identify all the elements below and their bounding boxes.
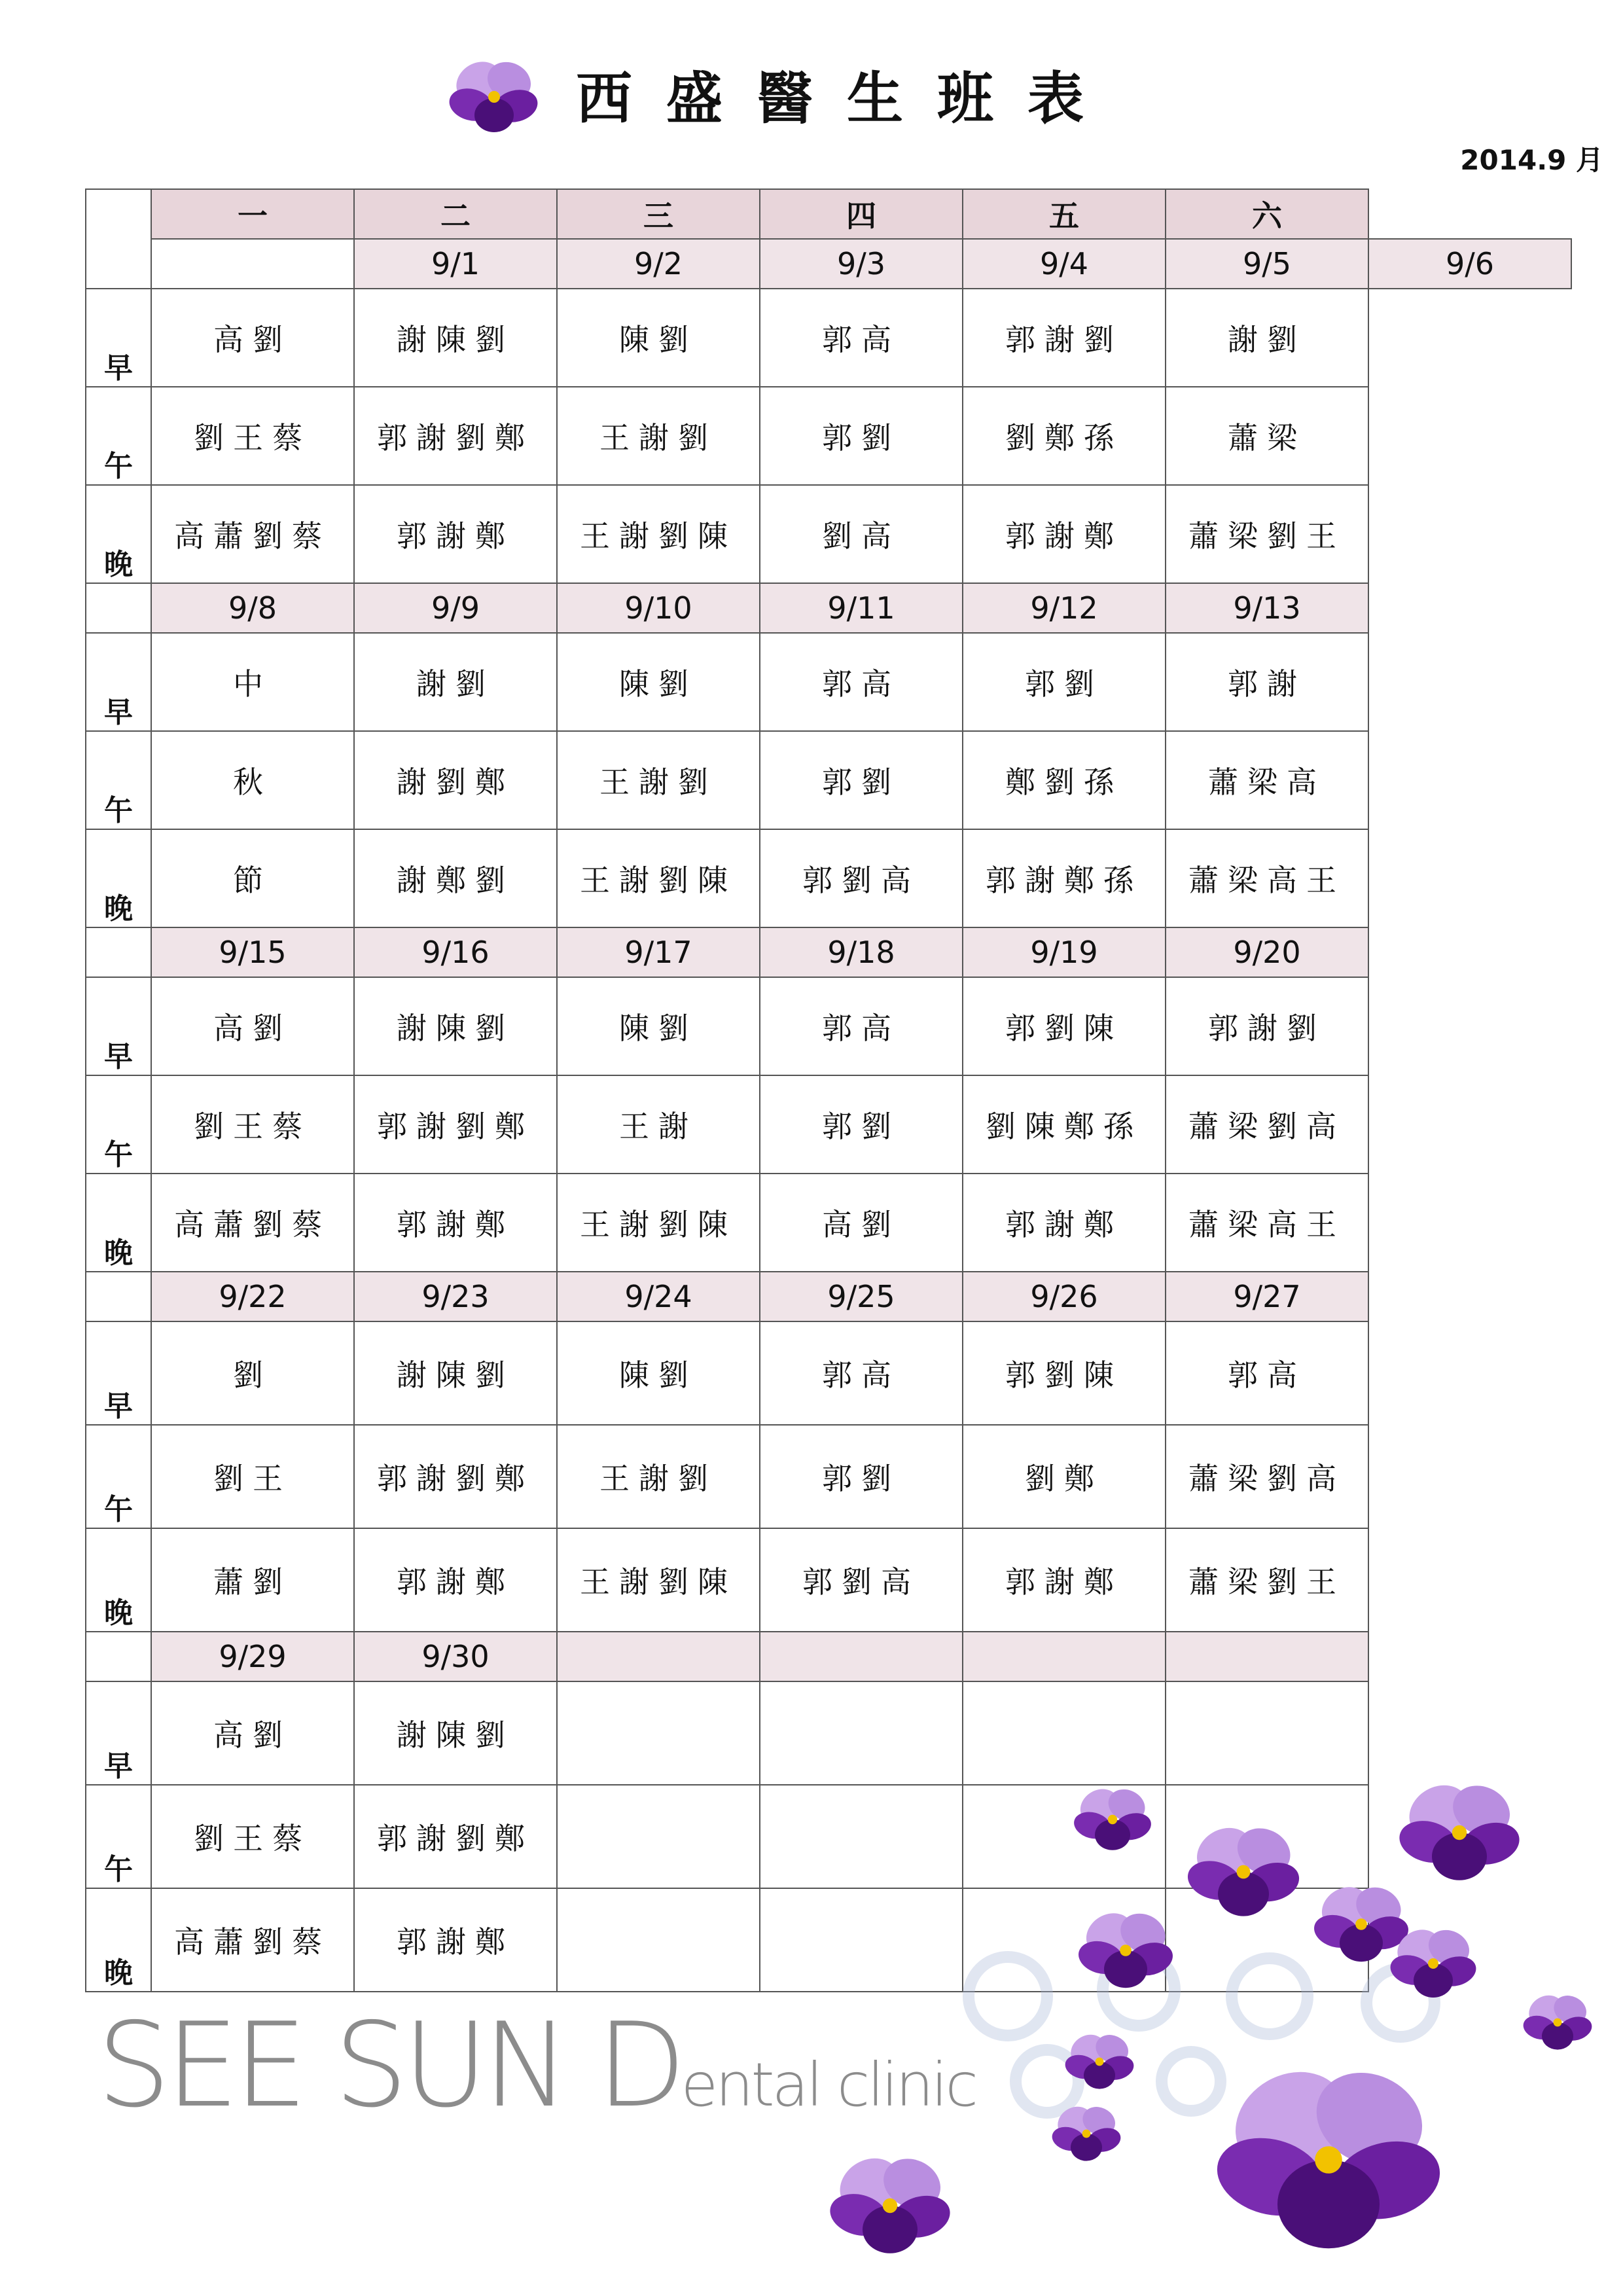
doctor-cell: 蕭梁劉高: [1166, 1075, 1368, 1174]
doctor-cell: [1166, 1785, 1368, 1888]
doctor-cell: [963, 1785, 1166, 1888]
date-cell: 9/20: [1166, 927, 1368, 977]
weekday-header: 三: [557, 189, 760, 239]
pansy-flower-icon: [445, 51, 543, 136]
shift-row: [86, 289, 1571, 387]
doctor-cell: 高劉: [151, 289, 354, 387]
date-cell: 9/23: [354, 1272, 557, 1321]
doctor-cell: 郭高: [1166, 1321, 1368, 1425]
doctor-cell: [557, 1681, 760, 1785]
date-cell: 9/24: [557, 1272, 760, 1321]
shift-label: 早: [86, 1681, 151, 1785]
date-cell: 9/8: [151, 583, 354, 633]
date-cell: 9/22: [151, 1272, 354, 1321]
shift-row: [86, 387, 1571, 485]
date-row: [86, 583, 1571, 633]
doctor-cell: 郭劉: [760, 387, 963, 485]
doctor-cell: 劉王蔡: [151, 1785, 354, 1888]
doctor-cell: 王謝劉: [557, 1425, 760, 1528]
brand-rest: ental clinic: [681, 2050, 976, 2120]
doctor-cell: 王謝: [557, 1075, 760, 1174]
doctor-cell: 謝陳劉: [354, 289, 557, 387]
doctor-cell: 劉高: [760, 485, 963, 583]
doctor-cell: 謝劉: [354, 633, 557, 731]
date-row: [86, 1272, 1571, 1321]
date-row: [86, 1632, 1571, 1681]
doctor-cell: 謝劉: [1166, 289, 1368, 387]
shift-row: [86, 1681, 1571, 1785]
doctor-cell: 劉王: [151, 1425, 354, 1528]
shift-row: [86, 731, 1571, 829]
doctor-cell: 郭劉: [760, 1425, 963, 1528]
date-row: [86, 239, 1571, 289]
title-block: [445, 51, 1118, 136]
date-cell: 9/27: [1166, 1272, 1368, 1321]
shift-row: [86, 1075, 1571, 1174]
date-cell: 9/25: [760, 1272, 963, 1321]
doctor-cell: 鄭劉孫: [963, 731, 1166, 829]
shift-row: [86, 1785, 1571, 1888]
doctor-cell: 蕭劉: [151, 1528, 354, 1632]
doctor-cell: 王謝劉陳: [557, 829, 760, 927]
doctor-cell: 劉王蔡: [151, 1075, 354, 1174]
weekday-header: 二: [354, 189, 557, 239]
doctor-cell: 陳劉: [557, 1321, 760, 1425]
doctor-cell: 秋: [151, 731, 354, 829]
doctor-cell: [760, 1681, 963, 1785]
doctor-cell: [1166, 1888, 1368, 1992]
doctor-cell: 蕭梁高: [1166, 731, 1368, 829]
date-cell: 9/19: [963, 927, 1166, 977]
doctor-cell: 王謝劉: [557, 731, 760, 829]
shift-label: 晚: [86, 829, 151, 927]
doctor-cell: 王謝劉陳: [557, 485, 760, 583]
doctor-cell: 劉鄭: [963, 1425, 1166, 1528]
shift-label: 午: [86, 731, 151, 829]
doctor-cell: 郭高: [760, 289, 963, 387]
date-cell: 9/11: [760, 583, 963, 633]
shift-label: 晚: [86, 1174, 151, 1272]
doctor-cell: 郭高: [760, 1321, 963, 1425]
doctor-cell: 陳劉: [557, 977, 760, 1075]
date-cell: [557, 1632, 760, 1681]
doctor-cell: 郭劉: [760, 731, 963, 829]
date-cell: [1166, 1632, 1368, 1681]
doctor-cell: 郭謝鄭: [354, 485, 557, 583]
date-cell: 9/12: [963, 583, 1166, 633]
doctor-cell: 謝鄭劉: [354, 829, 557, 927]
date-cell: 9/6: [1368, 239, 1571, 289]
doctor-cell: 高劉: [151, 977, 354, 1075]
doctor-cell: 郭謝: [1166, 633, 1368, 731]
shift-row: [86, 485, 1571, 583]
doctor-cell: 郭謝劉鄭: [354, 1785, 557, 1888]
date-cell: [760, 1632, 963, 1681]
date-cell: 9/10: [557, 583, 760, 633]
shift-label: 晚: [86, 1528, 151, 1632]
date-row-blank: [86, 1272, 151, 1321]
doctor-cell: 王謝劉陳: [557, 1174, 760, 1272]
doctor-cell: [1166, 1681, 1368, 1785]
doctor-cell: 郭謝劉鄭: [354, 387, 557, 485]
date-cell: 9/18: [760, 927, 963, 977]
date-cell: 9/4: [963, 239, 1166, 289]
weekday-header: 六: [1166, 189, 1368, 239]
doctor-cell: 陳劉: [557, 289, 760, 387]
doctor-cell: 郭劉高: [760, 829, 963, 927]
shift-label: 早: [86, 289, 151, 387]
doctor-cell: 郭謝劉: [963, 289, 1166, 387]
doctor-cell: [760, 1785, 963, 1888]
month-label: 2014.9 月: [1460, 144, 1603, 176]
doctor-cell: 郭謝鄭: [963, 485, 1166, 583]
doctor-cell: 謝劉鄭: [354, 731, 557, 829]
clinic-brand: [97, 1998, 976, 2133]
doctor-cell: 高蕭劉蔡: [151, 1174, 354, 1272]
weekday-header-row: [86, 189, 1571, 239]
doctor-cell: [760, 1888, 963, 1992]
shift-row: [86, 1425, 1571, 1528]
date-cell: [963, 1632, 1166, 1681]
date-cell: 9/13: [1166, 583, 1368, 633]
doctor-cell: 郭謝鄭: [354, 1888, 557, 1992]
date-cell: 9/15: [151, 927, 354, 977]
page-title: 西盛醫生班表: [576, 66, 1118, 132]
doctor-cell: [963, 1888, 1166, 1992]
doctor-cell: 郭劉陳: [963, 1321, 1166, 1425]
doctor-cell: 高蕭劉蔡: [151, 485, 354, 583]
shift-row: [86, 1321, 1571, 1425]
shift-row: [86, 1528, 1571, 1632]
doctor-cell: 郭謝鄭: [963, 1174, 1166, 1272]
doctor-cell: 節: [151, 829, 354, 927]
weekday-header: 一: [151, 189, 354, 239]
doctor-cell: 高劉: [151, 1681, 354, 1785]
doctor-cell: 郭謝劉鄭: [354, 1425, 557, 1528]
shift-label: 午: [86, 1075, 151, 1174]
doctor-cell: 郭謝劉: [1166, 977, 1368, 1075]
shift-row: [86, 1174, 1571, 1272]
shift-row: [86, 977, 1571, 1075]
doctor-cell: 中: [151, 633, 354, 731]
doctor-cell: 郭劉高: [760, 1528, 963, 1632]
doctor-cell: 劉鄭孫: [963, 387, 1166, 485]
doctor-cell: 郭謝鄭: [963, 1528, 1166, 1632]
shift-label: 午: [86, 1425, 151, 1528]
doctor-cell: 蕭梁高王: [1166, 1174, 1368, 1272]
shift-row: [86, 633, 1571, 731]
shift-row: [86, 1888, 1571, 1992]
doctor-cell: 蕭梁高王: [1166, 829, 1368, 927]
date-cell: 9/5: [1166, 239, 1368, 289]
doctor-cell: 謝陳劉: [354, 977, 557, 1075]
doctor-cell: 蕭梁劉高: [1166, 1425, 1368, 1528]
doctor-cell: 王謝劉陳: [557, 1528, 760, 1632]
weekday-header: 四: [760, 189, 963, 239]
doctor-cell: [963, 1681, 1166, 1785]
shift-label: 早: [86, 977, 151, 1075]
shift-label: 午: [86, 1785, 151, 1888]
doctor-cell: 郭劉: [760, 1075, 963, 1174]
date-row: [86, 927, 1571, 977]
doctor-cell: 郭高: [760, 977, 963, 1075]
shift-label: 晚: [86, 1888, 151, 1992]
doctor-cell: 劉王蔡: [151, 387, 354, 485]
shift-label: 午: [86, 387, 151, 485]
shift-label: 早: [86, 633, 151, 731]
date-cell: 9/17: [557, 927, 760, 977]
shift-label: 晚: [86, 485, 151, 583]
date-cell: 9/26: [963, 1272, 1166, 1321]
weekday-header: 五: [963, 189, 1166, 239]
doctor-cell: 謝陳劉: [354, 1321, 557, 1425]
doctor-cell: 劉陳鄭孫: [963, 1075, 1166, 1174]
date-cell: 9/29: [151, 1632, 354, 1681]
date-row-blank: [86, 927, 151, 977]
doctor-cell: [557, 1785, 760, 1888]
doctor-cell: 劉: [151, 1321, 354, 1425]
brand-main: SEE SUN D: [97, 1998, 681, 2133]
date-row-blank: [86, 583, 151, 633]
doctor-cell: 蕭梁劉王: [1166, 485, 1368, 583]
doctor-cell: 高劉: [760, 1174, 963, 1272]
doctor-cell: 郭劉陳: [963, 977, 1166, 1075]
date-cell: 9/2: [557, 239, 760, 289]
doctor-cell: [557, 1888, 760, 1992]
date-cell: 9/1: [354, 239, 557, 289]
doctor-cell: 王謝劉: [557, 387, 760, 485]
doctor-cell: 郭謝鄭: [354, 1528, 557, 1632]
date-cell: 9/16: [354, 927, 557, 977]
date-row-blank: [86, 1632, 151, 1681]
date-cell: 9/30: [354, 1632, 557, 1681]
date-cell: 9/9: [354, 583, 557, 633]
doctor-cell: 郭謝鄭: [354, 1174, 557, 1272]
shift-label: 早: [86, 1321, 151, 1425]
doctor-cell: 蕭梁劉王: [1166, 1528, 1368, 1632]
doctor-cell: 陳劉: [557, 633, 760, 731]
date-row-blank: [151, 239, 354, 289]
doctor-cell: 郭謝鄭孫: [963, 829, 1166, 927]
shift-row: [86, 829, 1571, 927]
doctor-cell: 郭謝劉鄭: [354, 1075, 557, 1174]
doctor-cell: 高蕭劉蔡: [151, 1888, 354, 1992]
date-cell: 9/3: [760, 239, 963, 289]
doctor-cell: 郭劉: [963, 633, 1166, 731]
doctor-cell: 謝陳劉: [354, 1681, 557, 1785]
corner-cell: [86, 189, 151, 289]
doctor-cell: 郭高: [760, 633, 963, 731]
doctor-cell: 蕭梁: [1166, 387, 1368, 485]
schedule-table: [85, 188, 1572, 1992]
